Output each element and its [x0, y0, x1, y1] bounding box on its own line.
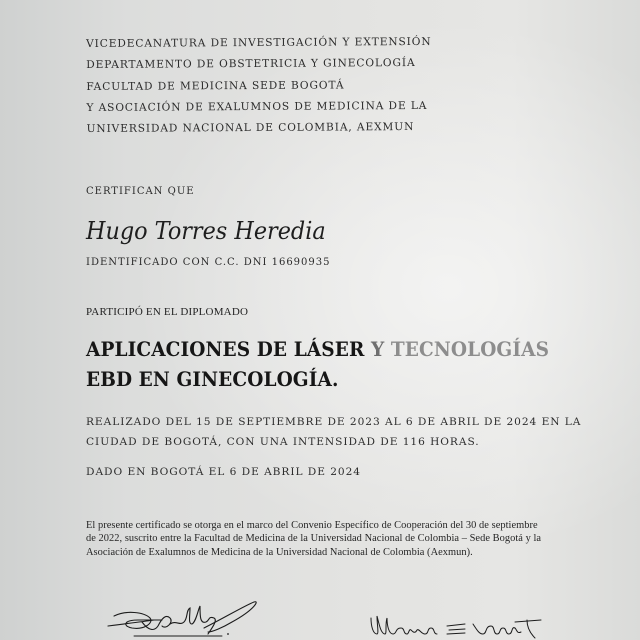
legal-line: El presente certificado se otorga en el marco del Convenio Específico de Cooperación del 30 de septiembre	[86, 520, 538, 531]
legal-line: Asociación de Exalumnos de Medicina de la Universidad Nacional de Colombia (Aexmun).	[86, 546, 473, 558]
recipient-name: Hugo Torres Heredia	[86, 217, 326, 245]
course-title-line-2: EBD EN GINECOLOGÍA.	[86, 368, 339, 391]
recipient-identification: IDENTIFICADO CON C.C. DNI 16690935	[86, 257, 331, 268]
header-line: Y ASOCIACIÓN DE EXALUMNOS DE MEDICINA DE LA	[86, 99, 428, 114]
course-title	[86, 335, 549, 395]
course-title-part: TECNOLOGÍAS	[390, 338, 550, 361]
header-line: VICEDECANATURA DE INVESTIGACIÓN Y EXTENSIÓN	[86, 35, 432, 50]
issue-date: DADO EN BOGOTÁ EL 6 DE ABRIL DE 2024	[86, 466, 361, 478]
participation-label: PARTICIPÓ EN EL DIPLOMADO	[86, 306, 249, 318]
header-line: UNIVERSIDAD NACIONAL DE COLOMBIA, AEXMUN	[86, 121, 415, 136]
legal-line: de 2022, suscrito entre la Facultad de Medicina de la Universidad Nacional de Colombia – Sede Bogotá y la	[86, 533, 542, 545]
legal-note	[86, 519, 541, 559]
signature-left	[104, 596, 264, 640]
course-title-line-1	[86, 335, 549, 365]
issuer-header	[86, 32, 432, 141]
header-line: FACULTAD DE MEDICINA SEDE BOGOTÁ	[86, 79, 345, 93]
details-line: CIUDAD DE BOGOTÁ, CON UNA INTENSIDAD DE 116 HORAS.	[86, 436, 480, 448]
header-line: DEPARTAMENTO DE OBSTETRICIA Y GINECOLOGÍA	[86, 57, 416, 72]
course-title-part: APLICACIONES DE LÁSER	[86, 338, 372, 361]
signature-right	[365, 612, 545, 640]
course-details	[86, 412, 581, 452]
course-title-part: Y	[371, 338, 391, 361]
details-line: REALIZADO DEL 15 DE SEPTIEMBRE DE 2023 AL 6 DE ABRIL DE 2024 EN LA	[86, 416, 582, 428]
certifican-label: CERTIFICAN QUE	[86, 186, 195, 197]
